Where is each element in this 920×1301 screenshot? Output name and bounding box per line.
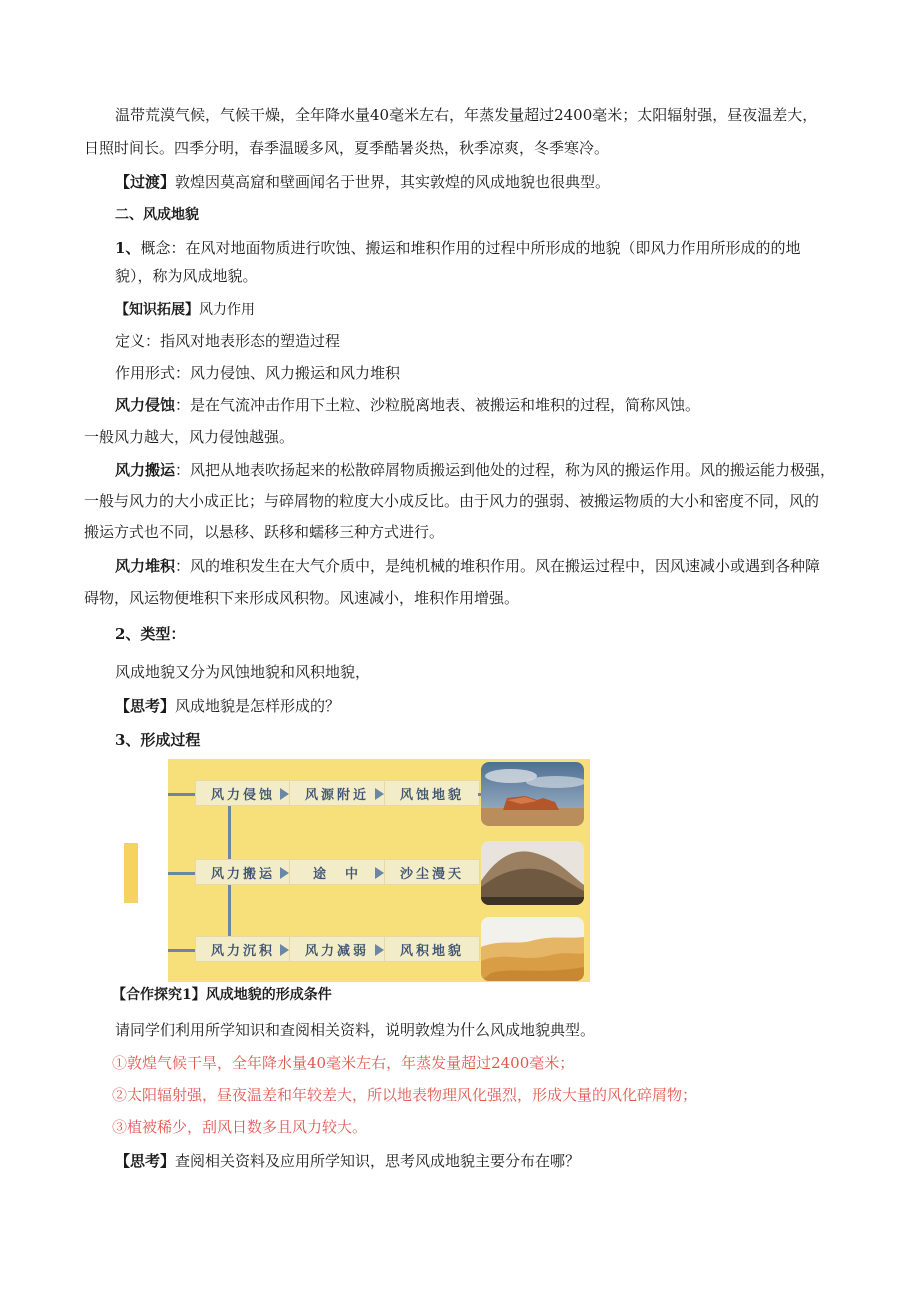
term-tag: 风力搬运 <box>115 461 176 479</box>
text-line <box>115 395 700 415</box>
knowledge-tag: 【知识拓展】 <box>115 302 199 318</box>
result-box-erosion-landform: 风蚀地貌 <box>384 780 480 806</box>
formation-diagram <box>168 759 590 982</box>
think-tag: 【思考】 <box>115 1152 176 1170</box>
text-line: 一般与风力的大小成正比；与碎屑物的粒度大小成反比。由于风力的强弱、被搬运物质的大小和密度不同，风的 <box>84 492 820 510</box>
item-number: 1、 <box>115 239 141 257</box>
item-heading: 2、类型： <box>115 625 186 643</box>
text-line: 风成地貌又分为风蚀地貌和风积地貌， <box>115 663 371 681</box>
text-line <box>115 556 820 576</box>
text-line: 定义：指风对地表形态的塑造过程 <box>115 332 341 350</box>
text-content: ：风把从地表吹扬起来的松散碎屑物质搬运到他处的过程，称为风的搬运作用。风的搬运能力极强， <box>175 461 836 479</box>
decorative-bar <box>124 843 138 903</box>
text-content: ：是在气流冲击作用下土粒、沙粒脱离地表、被搬运和堆积的过程，简称风蚀。 <box>175 396 701 414</box>
sandstorm-photo <box>481 841 584 905</box>
connector-line <box>168 872 195 875</box>
text-line <box>115 460 835 480</box>
text-line <box>115 238 800 258</box>
text-content: ：风的堆积发生在大气介质中，是纯机械的堆积作用。风在搬运过程中，因风速减小或遇到各种障 <box>175 557 821 575</box>
location-box-source: 风源附近 <box>289 780 385 806</box>
sand-dune-photo <box>481 917 584 981</box>
text-line <box>115 696 340 716</box>
arrow-right-icon <box>375 867 384 879</box>
text-line: 貌），称为风成地貌。 <box>115 267 258 285</box>
result-box-dust: 沙尘漫天 <box>384 859 480 885</box>
text-line: 碍物，风运物便堆积下来形成风积物。风速减小，堆积作用增强。 <box>84 589 520 607</box>
answer-line: ①敦煌气候干旱，全年降水量40毫米左右，年蒸发量超过2400毫米； <box>112 1054 575 1072</box>
arrow-right-icon <box>375 944 384 956</box>
text-line <box>115 172 610 192</box>
text-line: 作用形式：风力侵蚀、风力搬运和风力堆积 <box>115 364 401 382</box>
text-content: 查阅相关资料及应用所学知识，思考风成地貌主要分布在哪？ <box>175 1152 581 1170</box>
text-line: 温带荒漠气候，气候干燥，全年降水量40毫米左右，年蒸发量超过2400毫米；太阳辐射强，昼夜温差大， <box>115 106 818 124</box>
section-heading: 二、风成地貌 <box>115 207 199 223</box>
arrow-right-icon <box>375 788 384 800</box>
text-line: 搬运方式也不同，以悬移、跃移和蠕移三种方式进行。 <box>84 523 445 541</box>
term-tag: 风力堆积 <box>115 557 176 575</box>
connector-line <box>228 884 231 938</box>
text-line: 日照时间长。四季分明，春季温暖多风，夏季酷暑炎热，秋季凉爽，冬季寒冷。 <box>84 139 610 157</box>
item-heading: 3、形成过程 <box>115 731 201 749</box>
transition-tag: 【过渡】 <box>115 173 176 191</box>
result-box-deposit-landform: 风积地貌 <box>384 936 480 962</box>
text-line <box>115 300 255 320</box>
arrow-right-icon <box>280 944 289 956</box>
text-content: 概念：在风对地面物质进行吹蚀、搬运和堆积作用的过程中所形成的地貌（即风力作用所形成的的地 <box>140 239 801 257</box>
text-content: 风成地貌是怎样形成的？ <box>175 697 341 715</box>
arrow-right-icon <box>280 788 289 800</box>
answer-line: ③植被稀少，刮风日数多且风力较大。 <box>112 1118 368 1136</box>
text-line <box>115 1151 580 1171</box>
text-content: 风力作用 <box>199 302 255 318</box>
connector-line <box>168 949 195 952</box>
text-line: 请同学们利用所学知识和查阅相关资料，说明敦煌为什么风成地貌典型。 <box>115 1021 596 1039</box>
arrow-right-icon <box>280 867 289 879</box>
process-box-transport: 风力搬运 <box>195 859 291 885</box>
connector-line <box>228 805 231 861</box>
process-box-erosion: 风力侵蚀 <box>195 780 291 806</box>
term-tag: 风力侵蚀 <box>115 396 176 414</box>
text-line: 一般风力越大，风力侵蚀越强。 <box>84 428 295 446</box>
location-box-midway: 途 中 <box>289 859 385 885</box>
inquiry-heading: 【合作探究1】风成地貌的形成条件 <box>112 987 332 1003</box>
process-box-deposition: 风力沉积 <box>195 936 291 962</box>
connector-line <box>168 793 195 796</box>
think-tag: 【思考】 <box>115 697 176 715</box>
location-box-weakening: 风力减弱 <box>289 936 385 962</box>
text-content: 敦煌因莫高窟和壁画闻名于世界，其实敦煌的风成地貌也很典型。 <box>175 173 611 191</box>
answer-line: ②太阳辐射强，昼夜温差和年较差大，所以地表物理风化强烈，形成大量的风化碎屑物； <box>112 1086 698 1104</box>
yardang-photo <box>481 762 584 826</box>
